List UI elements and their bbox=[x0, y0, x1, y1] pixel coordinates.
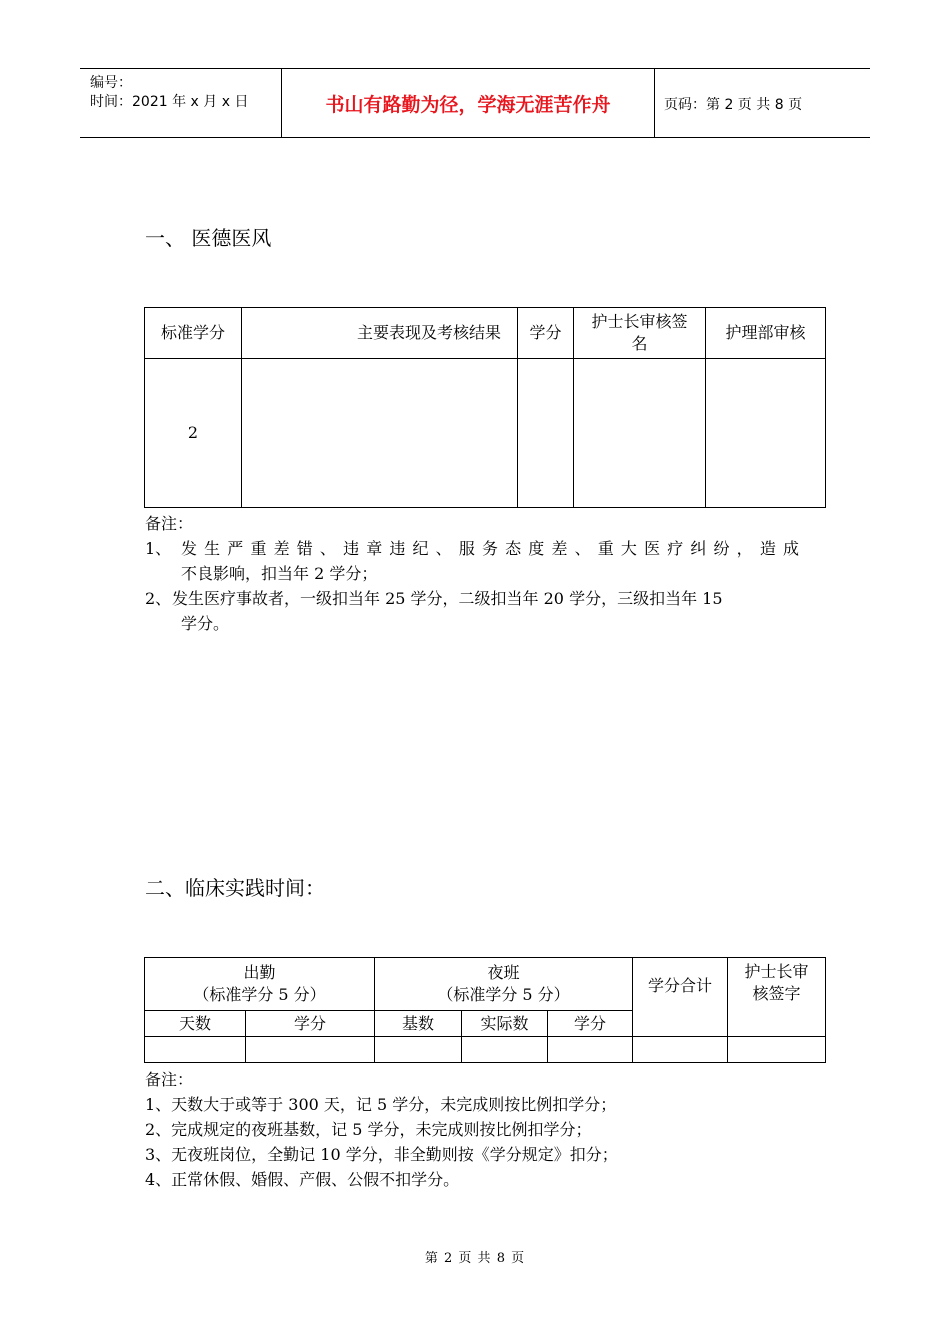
section1-table bbox=[144, 307, 826, 508]
note-text-cont: 学分。 bbox=[181, 614, 230, 633]
document-date: 时间：2021 年 x 月 x 日 bbox=[90, 94, 249, 110]
col-credit: 学分 bbox=[518, 308, 574, 359]
cell-standard-credit: 2 bbox=[145, 359, 242, 508]
cell-credit-total[interactable] bbox=[633, 1037, 728, 1063]
page-footer: 第 2 页 共 8 页 bbox=[424, 1251, 526, 1266]
col-head-nurse-sign: 护士长审核签名 bbox=[574, 308, 706, 359]
note-item: 2、完成规定的夜班基数，记 5 学分，未完成则按比例扣学分； bbox=[145, 1120, 592, 1139]
note-item bbox=[145, 586, 805, 636]
notes-label: 备注： bbox=[145, 1070, 194, 1089]
header-page-info: 页码：第 2 页 共 8 页 bbox=[664, 97, 803, 113]
cell-nursing-dept[interactable] bbox=[706, 359, 826, 508]
cell-days[interactable] bbox=[145, 1037, 246, 1063]
cell-head-nurse-signature[interactable] bbox=[728, 1037, 826, 1063]
night-shift-label: 夜班 bbox=[487, 963, 520, 982]
note-item: 3、无夜班岗位，全勤记 10 学分，非全勤则按《学分规定》扣分； bbox=[145, 1145, 618, 1164]
cell-credit[interactable] bbox=[518, 359, 574, 508]
note-number: 2、 bbox=[145, 589, 172, 608]
note-number: 1、 bbox=[145, 539, 172, 558]
note-item bbox=[145, 536, 805, 586]
cell-actual-count[interactable] bbox=[462, 1037, 548, 1063]
header-meta bbox=[80, 69, 280, 137]
col-performance: 主要表现及考核结果 bbox=[242, 308, 518, 359]
cell-head-nurse-sign[interactable] bbox=[574, 359, 706, 508]
cell-base-count[interactable] bbox=[375, 1037, 462, 1063]
table-header-row bbox=[145, 308, 826, 359]
cell-performance[interactable] bbox=[242, 359, 518, 508]
col-days: 天数 bbox=[145, 1011, 246, 1037]
cell-night-credit[interactable] bbox=[548, 1037, 633, 1063]
table-row bbox=[145, 359, 826, 508]
attendance-sub: （标准学分 5 分） bbox=[193, 985, 326, 1004]
table-row bbox=[145, 1037, 826, 1063]
notes-label: 备注： bbox=[145, 514, 194, 533]
col-standard-credit: 标准学分 bbox=[145, 308, 242, 359]
col-group-attendance bbox=[145, 958, 375, 1011]
col-actual-count: 实际数 bbox=[462, 1011, 548, 1037]
col-nursing-dept: 护理部审核 bbox=[706, 308, 826, 359]
col-attendance-credit: 学分 bbox=[246, 1011, 375, 1037]
section1-title: 一、 医德医风 bbox=[145, 226, 272, 250]
col-base-count: 基数 bbox=[375, 1011, 462, 1037]
night-shift-sub: （标准学分 5 分） bbox=[437, 985, 570, 1004]
col-credit-total: 学分合计 bbox=[633, 958, 728, 1037]
header-motto: 书山有路勤为径，学海无涯苦作舟 bbox=[281, 69, 655, 137]
col-group-night-shift bbox=[375, 958, 633, 1011]
note-text: 发生严重差错、违章违纪、服务态度差、重大医疗纠纷，造成 bbox=[181, 539, 805, 558]
attendance-label: 出勤 bbox=[243, 963, 276, 982]
section1-notes bbox=[145, 511, 805, 636]
note-text: 发生医疗事故者，一级扣当年 25 学分，二级扣当年 20 学分，三级扣当年 15 bbox=[172, 589, 723, 608]
note-item: 4、正常休假、婚假、产假、公假不扣学分。 bbox=[145, 1170, 460, 1189]
col-night-credit: 学分 bbox=[548, 1011, 633, 1037]
note-text-cont: 不良影响，扣当年 2 学分； bbox=[181, 564, 378, 583]
section2-title: 二、临床实践时间： bbox=[145, 876, 325, 900]
cell-attendance-credit[interactable] bbox=[246, 1037, 375, 1063]
col-head-nurse-signature: 护士长审核签字 bbox=[728, 958, 826, 1037]
section2-table bbox=[144, 957, 826, 1063]
section2-notes bbox=[145, 1067, 618, 1192]
note-item: 1、天数大于或等于 300 天，记 5 学分，未完成则按比例扣学分； bbox=[145, 1095, 617, 1114]
page-header bbox=[80, 68, 870, 138]
table-header-row bbox=[145, 958, 826, 1011]
document-number-label: 编号： bbox=[90, 75, 132, 91]
